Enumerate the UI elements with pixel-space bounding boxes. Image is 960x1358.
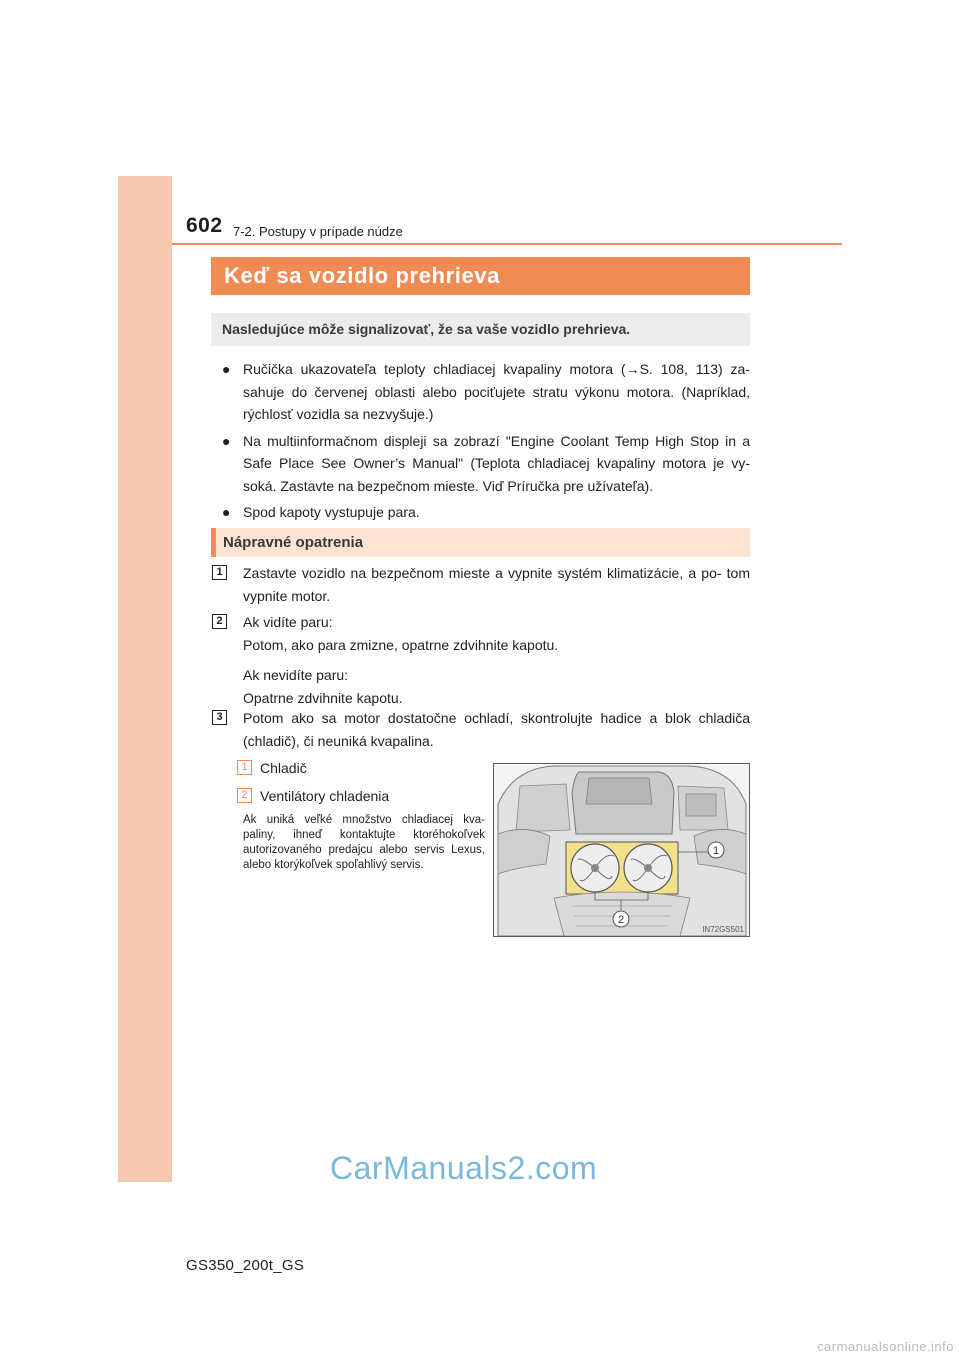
legend-number: 2 — [237, 788, 252, 803]
step-line: Ak nevidíte paru: — [243, 667, 349, 683]
step-line: Opatrne zdvihnite kapotu. — [243, 689, 403, 706]
callout-1: 1 — [712, 845, 720, 857]
legend-label: Ventilátory chladenia — [260, 788, 390, 804]
section-title: 7-2. Postupy v prípade núdze — [233, 224, 403, 239]
sign-text: Na multiinformačnom displeji sa zobrazí "Engine Coolant Temp High Stop in a Safe Place See Owner’s Manual" (Teplota chladiacej kvapaliny motora je vy- soká. Zastavte na bezpečnom mieste. Viď Príručka pre užívateľa). — [243, 432, 750, 494]
overheat-signs-list — [222, 358, 750, 528]
step-number: 2 — [212, 614, 227, 629]
figure-code: IN72GS501 — [702, 925, 744, 934]
step-3 — [212, 707, 750, 752]
page-number: 602 — [186, 214, 223, 237]
step-text: Potom ako sa motor dostatočne ochladí, skontrolujte hadice a blok chladiča (chladič), či neuniká kvapalina. — [243, 710, 750, 749]
step-number: 1 — [212, 565, 227, 580]
list-item — [222, 501, 750, 524]
watermark: CarManuals2.com — [330, 1150, 598, 1186]
legend-number: 1 — [237, 760, 252, 775]
model-code: GS350_200t_GS — [186, 1257, 305, 1274]
sign-text: Ručička ukazovateľa teploty chladiacej kvapaliny motora (→S. 108, 113) za- sahuje do červenej oblasti alebo pociťujete stratu výkonu motora. (Napríklad, rýchlosť vozidla sa nezvyšuje.) — [243, 361, 750, 422]
sign-text: Spod kapoty vystupuje para. — [243, 504, 420, 520]
step-1 — [212, 562, 750, 607]
step-text — [243, 611, 750, 709]
engine-bay-illustration — [494, 764, 749, 936]
engine-bay-figure — [493, 763, 750, 937]
coolant-leak-note: Ak uniká veľké množstvo chladiacej kva- paliny, ihneď kontaktujte ktoréhokoľvek autorizovaného predajcu alebo servis Lexus, alebo ktorýkoľvek spoľahlivý servis. — [243, 814, 485, 871]
chapter-sidebar-tab — [118, 176, 172, 1182]
callout-2: 2 — [617, 914, 625, 926]
remedy-heading: Nápravné opatrenia — [211, 528, 750, 557]
step-line: Ak vidíte paru: — [243, 614, 333, 630]
intro-box: Nasledujúce môže signalizovať, že sa vaše vozidlo prehrieva. — [211, 313, 750, 346]
step-2 — [212, 611, 750, 709]
main-heading: Keď sa vozidlo prehrieva — [211, 257, 750, 295]
step-text: Zastavte vozidlo na bezpečnom mieste a vypnite systém klimatizácie, a po- tom vypnite motor. — [243, 565, 750, 604]
header-rule — [172, 243, 842, 245]
bullet-icon: ● — [222, 361, 231, 377]
legend-label: Chladič — [260, 760, 307, 776]
site-watermark: carmanualsonline.info — [817, 1339, 954, 1354]
list-item — [222, 430, 750, 498]
list-item — [222, 358, 750, 426]
step-line: Potom, ako para zmizne, opatrne zdvihnite kapotu. — [243, 636, 559, 653]
bullet-icon: ● — [222, 432, 231, 449]
bullet-icon: ● — [222, 504, 231, 520]
step-number: 3 — [212, 710, 227, 725]
